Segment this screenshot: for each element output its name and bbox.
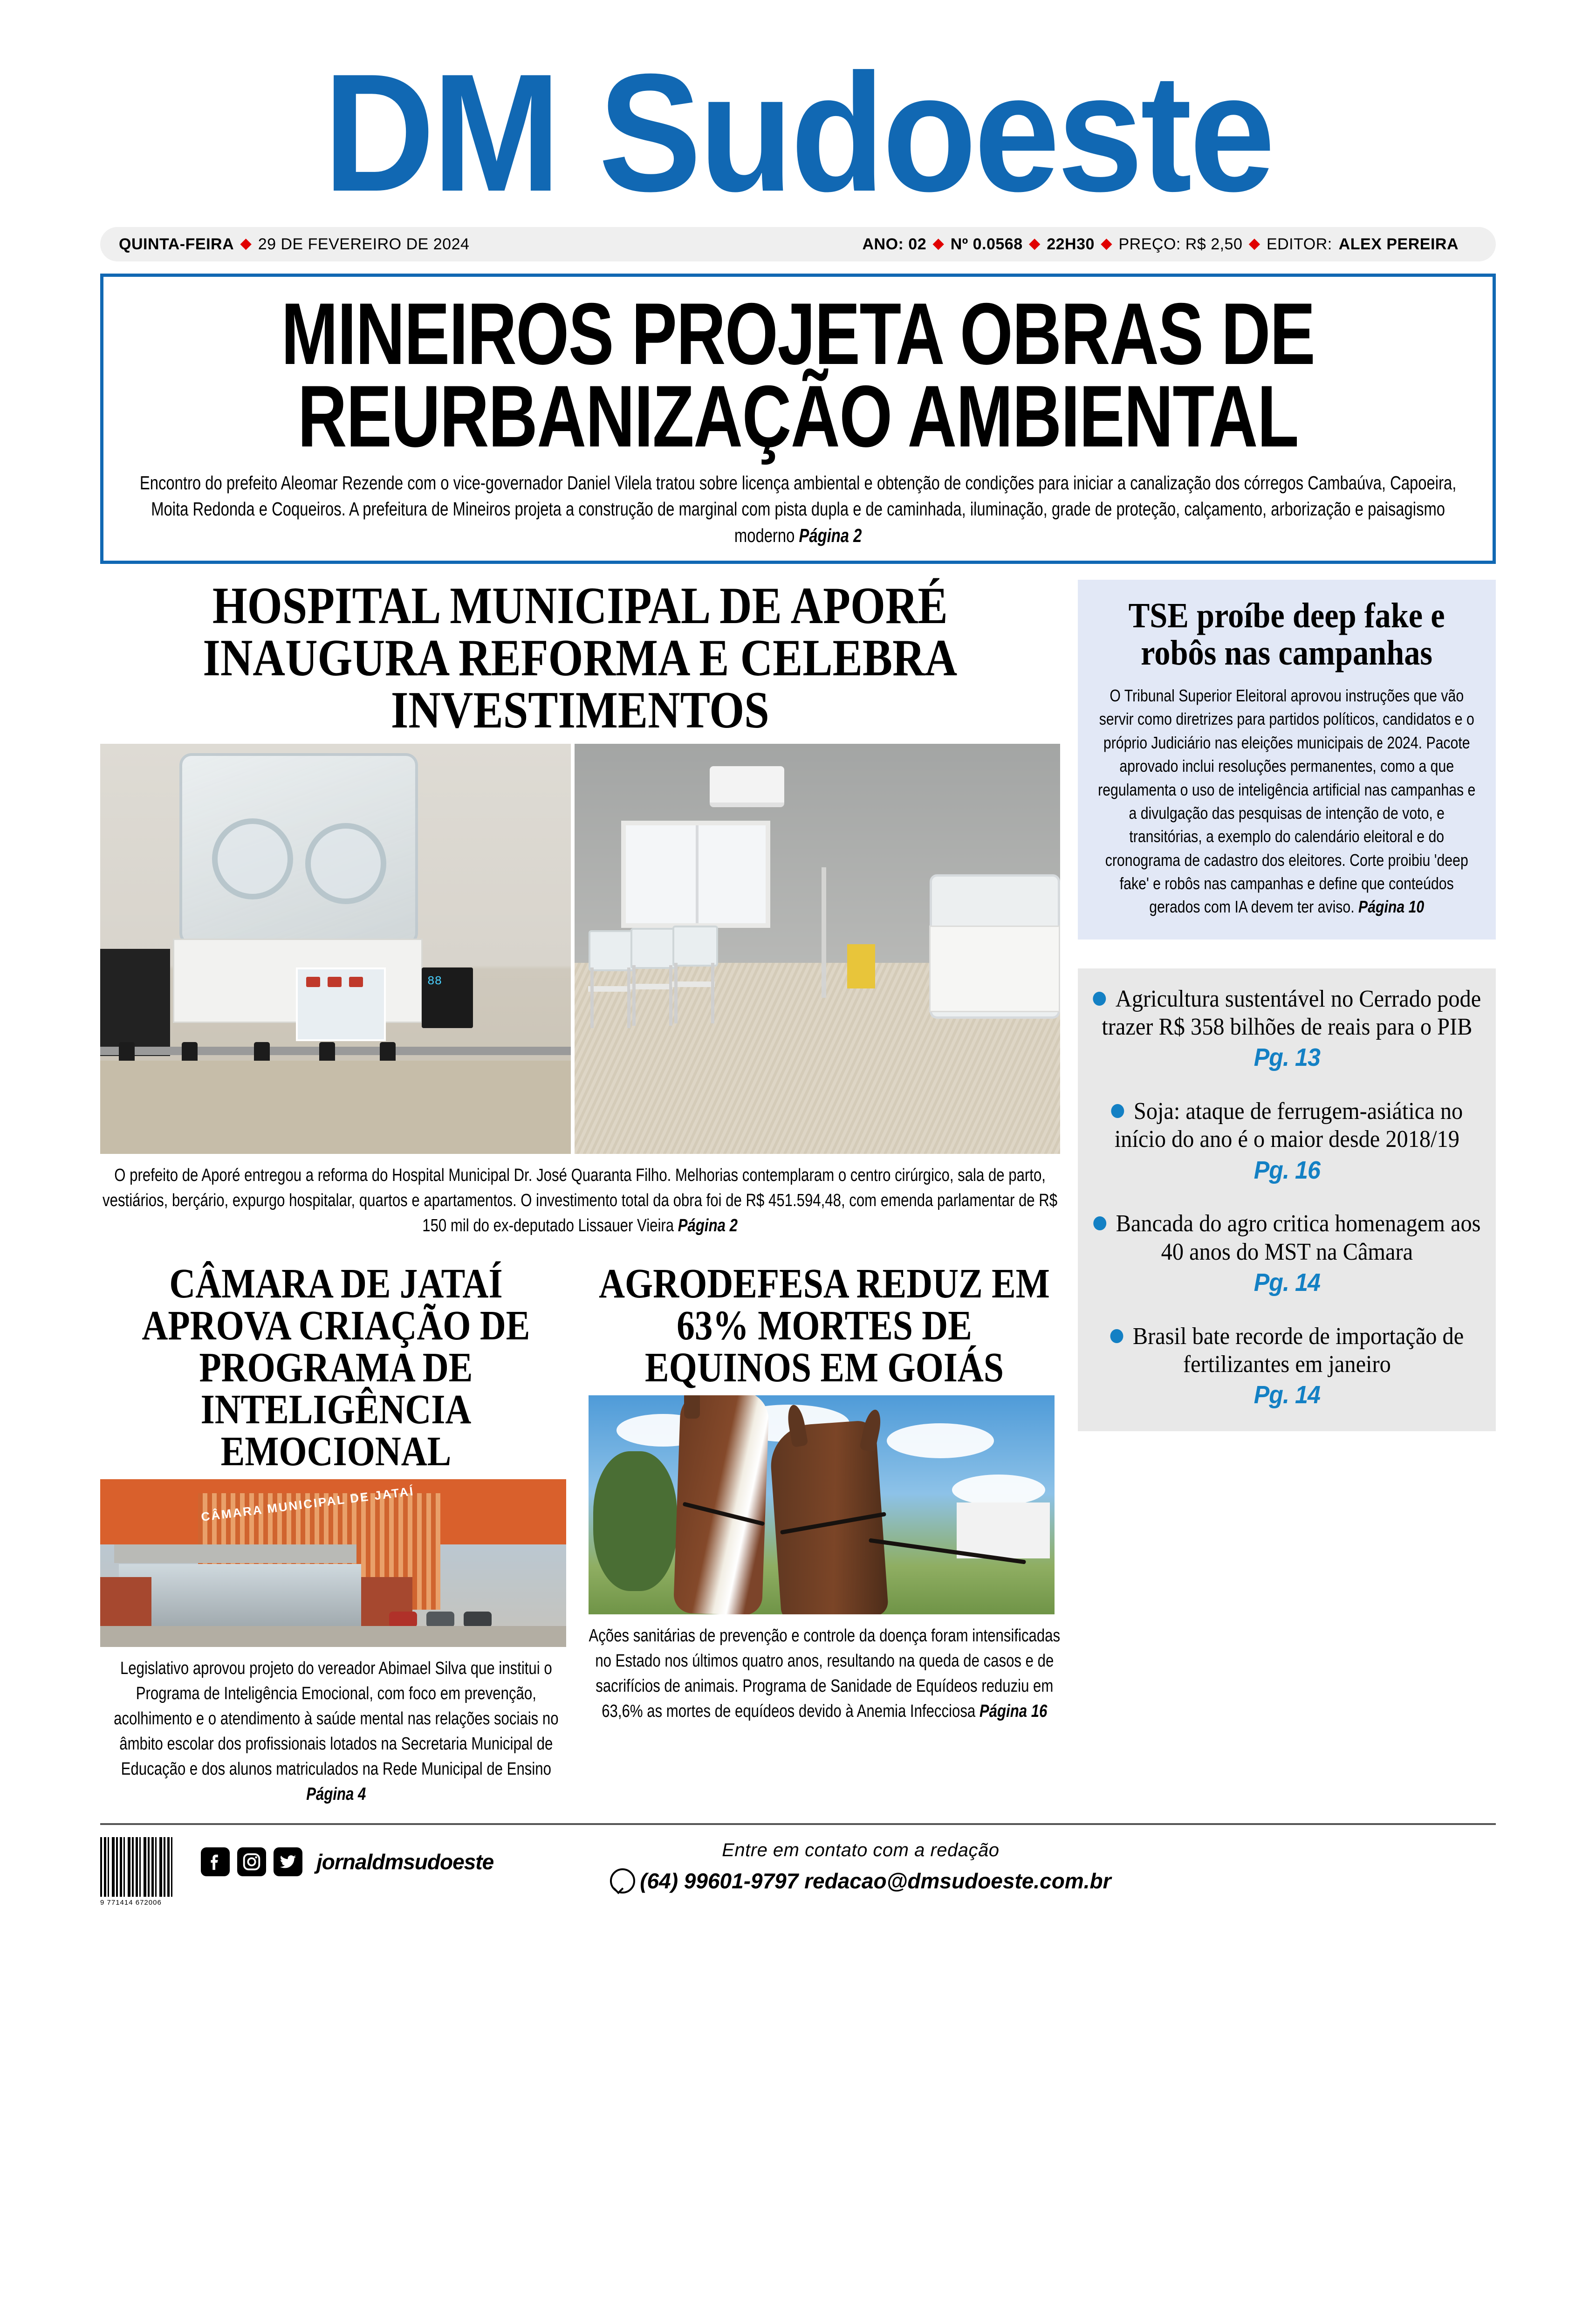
barcode-number: 9 771414 672006 [100,1898,162,1907]
bullet-dot-icon [1110,1329,1123,1343]
agrodefesa-story [589,1263,1060,1807]
list-item[interactable] [1092,1098,1482,1185]
issue-number: Nº 0.0568 [950,235,1023,253]
agrodefesa-caption [589,1624,1060,1724]
lead-summary [119,470,1477,549]
bullet-page-ref[interactable]: Pg. 14 [1254,1268,1321,1297]
bullet-text: Agricultura sustentável no Cerrado pode trazer R$ 358 bilhões de reais para o PIB [1102,985,1481,1041]
logo-dm: DM [323,39,558,226]
contact-details[interactable] [610,1868,1111,1894]
editor-name: ALEX PEREIRA [1338,235,1459,253]
lead-summary-text: Encontro do prefeito Aleomar Rezende com o vice-governador Daniel Vilela tratou sobre licença ambiental e obtenção de condições para iniciar a canalização dos córregos Cambaúva, Capoeira, Moita Redonda e Coqueiros. A prefeitura de Mineiros projeta a construção de marginal com pista dupla e de caminhada, iluminação, grade de proteção, calçamento, arborização e paisagismo moderno [139,472,1457,546]
bullet-dot-icon [1093,1216,1106,1230]
tse-page-ref[interactable]: Página 10 [1358,897,1425,917]
sidebar-bullet-list [1078,968,1496,1431]
lead-headline [120,285,1475,465]
bullet-page-ref[interactable]: Pg. 14 [1254,1381,1321,1409]
hospital-nursery-photo [575,744,1060,1154]
tse-body [1094,684,1480,919]
hospital-caption-text: O prefeito de Aporé entregou a reforma do Hospital Municipal Dr. José Quaranta Filho. Melhorias contemplaram o centro cirúrgico, sala de parto, vestiários, berçário, expurgo hospitalar, quartos e apartamentos. O investimento total da obra foi de R$ 451.594,48, com emenda parlamentar de R$ 150 mil do ex-deputado Lissauer Vieira [103,1166,1058,1236]
lead-page-ref[interactable]: Página 2 [799,524,862,546]
lead-headline-line-2: REURBANIZAÇÃO AMBIENTAL [297,367,1299,465]
camara-building-sign: CÂMARA MUNICIPAL DE JATAÍ [200,1484,415,1524]
whatsapp-icon [610,1868,635,1894]
bullet-page-ref[interactable]: Pg. 13 [1254,1043,1321,1072]
body-grid [100,577,1496,1807]
agrodefesa-page-ref[interactable]: Página 16 [979,1701,1048,1722]
instagram-icon[interactable] [237,1847,266,1876]
agrodefesa-caption-text: Ações sanitárias de prevenção e controle da doença foram intensificadas no Estado nos últimos quatro anos, resultando na queda de casos e de sacrifícios de animais. Programa de Sanidade de Equídeos reduziu em 63,6% as mortes de equídeos devido à Anemia Infecciosa [589,1626,1060,1722]
contact-phone-email[interactable]: (64) 99601-9797 redacao@dmsudoeste.com.br [640,1868,1111,1893]
masthead [100,0,1496,261]
list-item[interactable] [1092,985,1482,1072]
lead-story-box [100,274,1496,564]
main-column [100,577,1060,1807]
year-label: ANO: 02 [862,235,927,253]
hospital-incubator-photo: 88 [100,744,571,1154]
list-item[interactable] [1092,1323,1482,1410]
twitter-icon[interactable] [274,1847,302,1876]
social-handle[interactable]: jornaldmsudoeste [316,1849,494,1874]
hospital-caption [100,1163,1061,1239]
tse-story-box [1078,580,1496,940]
sidebar-column [1078,580,1496,1807]
agrodefesa-headline[interactable]: AGRODEFESA REDUZ EM 63% MORTES DE EQUINOS EM GOIÁS [599,1261,1050,1391]
diamond-separator-icon: ◆ [933,236,944,252]
footer [100,1823,1496,1912]
camara-caption [100,1656,572,1807]
diamond-separator-icon: ◆ [1029,236,1041,252]
contact-block [610,1837,1111,1894]
barcode [100,1837,175,1912]
tse-headline[interactable]: TSE proíbe deep fake e robôs nas campanhas [1129,596,1445,673]
camara-story [100,1263,572,1807]
camara-headline[interactable]: CÂMARA DE JATAÍ APROVA CRIAÇÃO DE PROGRAMA DE INTELIGÊNCIA EMOCIONAL [142,1261,530,1475]
lower-stories [100,1263,1060,1807]
diamond-separator-icon: ◆ [1249,236,1260,252]
contact-prompt: Entre em contato com a redação [722,1839,1000,1860]
issue-date: 29 DE FEVEREIRO DE 2024 [258,235,470,253]
bullet-page-ref[interactable]: Pg. 16 [1254,1156,1321,1184]
weekday-label: QUINTA-FEIRA [119,235,234,253]
hospital-page-ref[interactable]: Página 2 [678,1216,738,1236]
tse-body-text: O Tribunal Superior Eleitoral aprovou instruções que vão servir como diretrizes para partidos políticos, candidatos e o próprio Judiciário nas eleições municipais de 2024. Pacote aprovado inclui resoluções permanentes, como a que regulamenta o uso de inteligência artificial nas campanhas e a divulgação das pesquisas de intenção de voto, e transitórias, a exemplo do calendário eleitoral e do cronograma de cadastro dos eleitores. Corte proibiu 'deep fake' e robôs nas campanhas e define que conteúdos gerados com IA devem ter aviso. [1098,686,1476,917]
hospital-photo-row [100,744,1060,1154]
facebook-icon[interactable] [201,1847,230,1876]
social-links [201,1837,493,1876]
masthead-info-bar [100,227,1496,261]
barcode-bars [100,1837,175,1897]
list-item[interactable] [1092,1210,1482,1297]
newspaper-logo [156,39,1440,226]
editor-label: EDITOR: [1266,235,1332,253]
bullet-dot-icon [1111,1104,1124,1118]
agrodefesa-photo [589,1395,1055,1614]
logo-sudoeste: Sudoeste [598,39,1273,226]
diamond-separator-icon: ◆ [240,236,252,252]
bullet-text: Bancada do agro critica homenagem aos 40 anos do MST na Câmara [1116,1210,1481,1265]
edition-time: 22H30 [1047,235,1095,253]
camara-caption-text: Legislativo aprovou projeto do vereador Abimael Silva que institui o Programa de Inteligência Emocional, com foco em prevenção, acolhimento e o atendimento à saúde mental nas relações sociais no âmbito escolar dos profissionais lotados na Secretaria Municipal de Educação e dos alunos matriculados na Rede Municipal de Ensino [113,1659,559,1779]
price-label: PREÇO: R$ 2,50 [1118,235,1243,253]
hospital-headline[interactable]: HOSPITAL MUNICIPAL DE APORÉ INAUGURA REFORMA E CELEBRA INVESTIMENTOS [203,577,958,740]
bullet-text: Brasil bate recorde de importação de fertilizantes em janeiro [1132,1323,1464,1378]
camara-page-ref[interactable]: Página 4 [306,1784,366,1804]
camara-photo [100,1479,566,1647]
lead-headline-line-1: MINEIROS PROJETA OBRAS DE [281,285,1315,383]
bullet-dot-icon [1093,992,1106,1006]
bullet-text: Soja: ataque de ferrugem-asiática no início do ano é o maior desde 2018/19 [1114,1098,1463,1153]
diamond-separator-icon: ◆ [1101,236,1112,252]
